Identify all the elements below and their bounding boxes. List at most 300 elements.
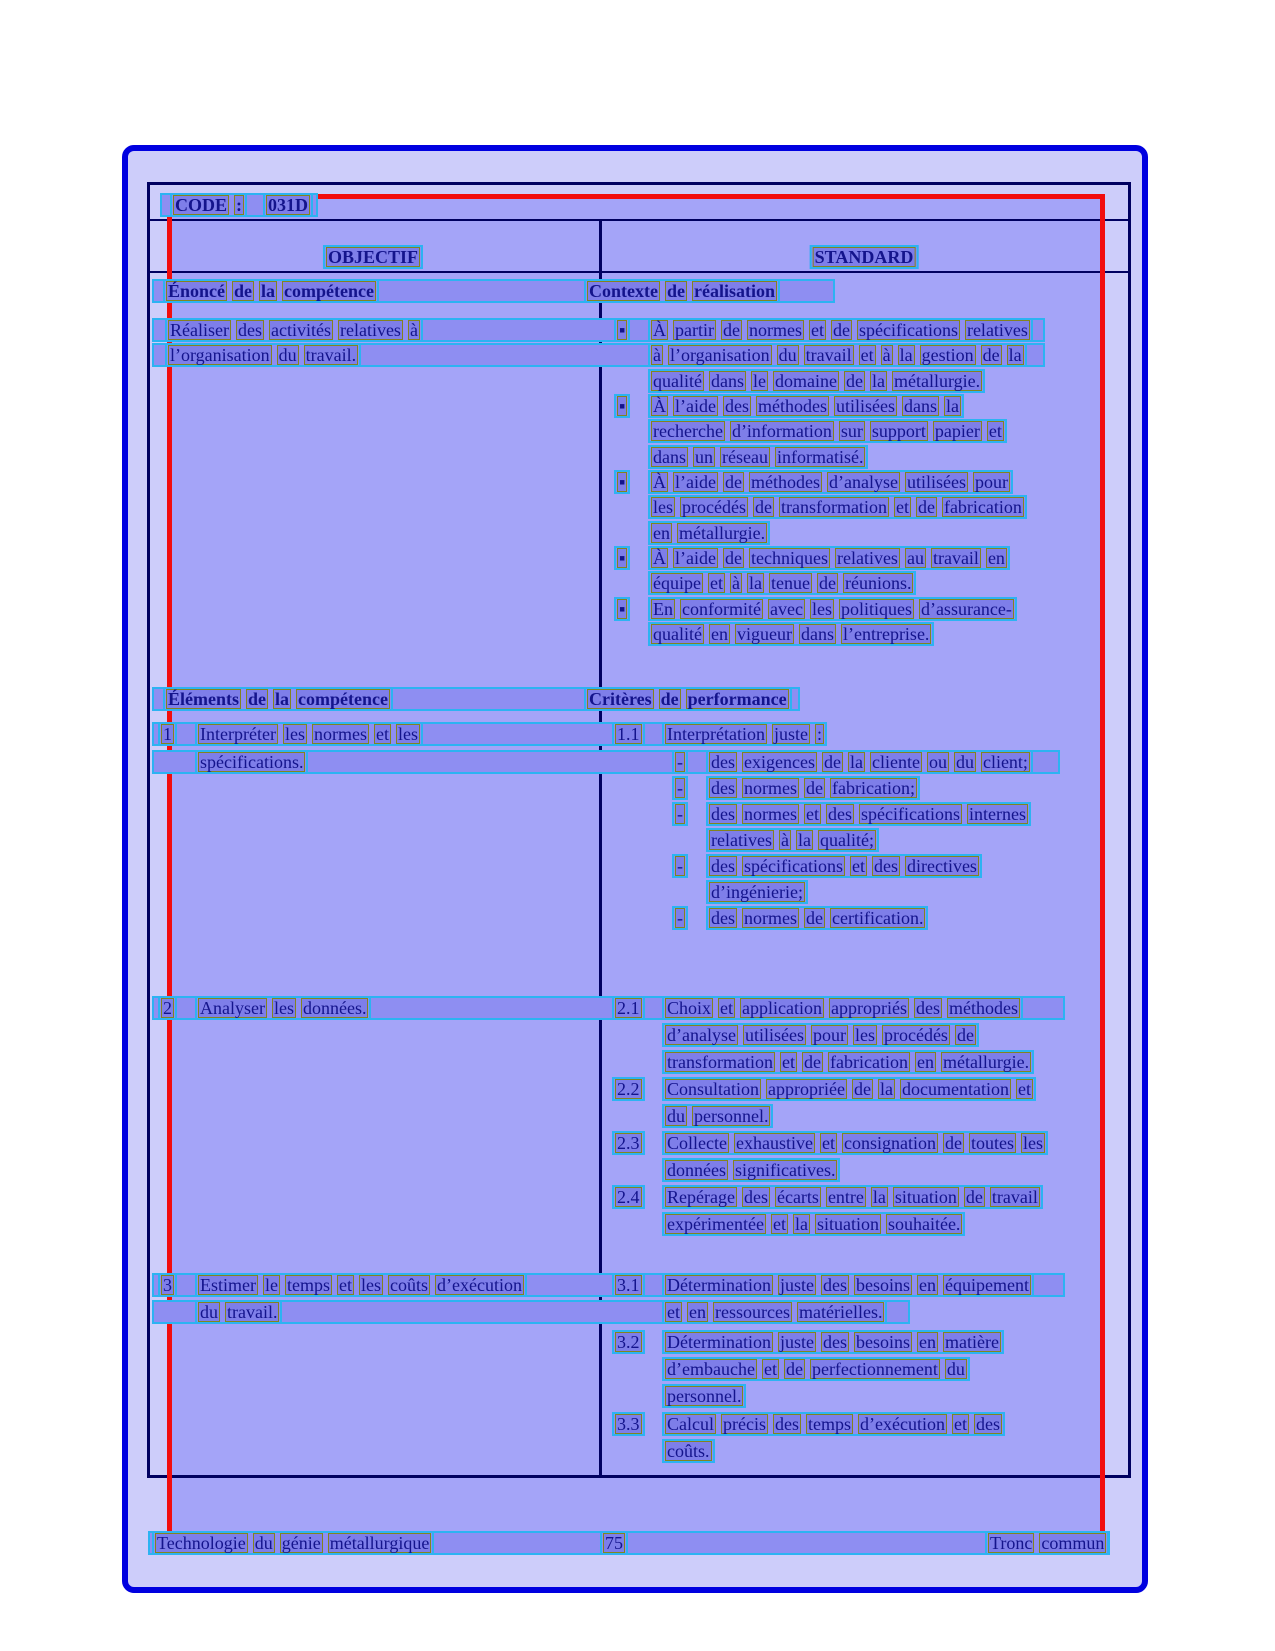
word-highlight: compétence [298,689,388,709]
word-highlight: la [797,830,811,850]
dash-icon [672,802,688,826]
critere-text [662,1185,1043,1209]
word-highlight: 2.3 [617,1133,640,1153]
word-highlight: en [689,1302,706,1322]
word-highlight: exigences [744,752,815,772]
word-highlight: 1.1 [617,724,640,744]
word-highlight: d’information [731,421,832,441]
element-number [158,1273,177,1297]
critere-text [662,1300,887,1324]
word-highlight: la [794,1214,808,1234]
critere-text [662,1439,715,1463]
word-highlight: des [915,998,940,1018]
word-highlight: personnel. [667,1386,742,1406]
word-highlight: la [849,752,863,772]
word-highlight: transformation [780,497,887,517]
word-highlight: travail [991,1187,1038,1207]
footer-section [985,1531,1109,1555]
word-highlight: papier [934,421,980,441]
word-highlight: la [871,371,885,391]
section-title-contexte [584,279,780,303]
critere-number [612,1185,645,1209]
word-highlight: équipement [944,1275,1029,1295]
word-highlight: du [200,1302,218,1322]
word-highlight: Estimer [200,1275,256,1295]
word-highlight: les [284,724,305,744]
word-highlight: les [397,724,418,744]
word-highlight: toutes [970,1133,1014,1153]
word-highlight: informatisé. [776,447,864,467]
word-highlight: d’assurance- [920,599,1012,619]
word-highlight: relatives [966,320,1028,340]
table-border-top [147,182,1131,185]
word-highlight: et [339,1275,352,1295]
word-highlight: du [667,1106,685,1126]
word-highlight: 3 [163,1275,172,1295]
word-highlight: en [916,1052,934,1072]
word-highlight: dans [800,624,834,644]
critere-number [612,1131,645,1155]
word-highlight: spécifications [744,856,843,876]
word-highlight: en [653,523,670,543]
word-highlight: l’aide [675,396,716,416]
word-highlight: 2 [163,998,172,1018]
word-highlight: qualité [653,371,702,391]
bullet-text [648,622,934,646]
word-highlight: d’ingénierie; [711,882,803,902]
word-highlight: À [653,320,666,340]
word-highlight: l’organisation [170,345,270,365]
word-highlight: 031D [268,195,308,215]
word-highlight: des [822,1332,847,1352]
word-highlight: : [816,724,822,744]
word-highlight: de [803,1052,821,1072]
word-highlight: équipe [653,573,701,593]
word-highlight: ou [928,752,947,772]
critere-number [612,1077,645,1101]
word-highlight: méthodes [948,998,1018,1018]
word-highlight: des [873,856,898,876]
word-highlight: la [945,396,959,416]
critere-text [662,1330,1004,1354]
word-highlight: Analyser [200,998,265,1018]
word-highlight: de [248,689,266,709]
word-highlight: consignation [843,1133,936,1153]
word-highlight: les [653,497,673,517]
word-highlight: performance [687,689,787,709]
word-highlight: d’analyse [828,472,898,492]
table-border-right [1128,182,1131,1478]
code-label [170,193,247,217]
word-highlight: l’aide [675,472,716,492]
bullet-icon: ▪ [619,396,626,416]
word-highlight: certification. [832,908,924,928]
word-highlight: des [724,396,749,416]
element-text [195,722,423,746]
dash-icon [672,776,688,800]
word-highlight: travail [805,345,852,365]
dash-icon [672,906,688,930]
word-highlight: de [845,371,863,391]
bullet-icon [614,318,630,342]
word-highlight: pour [974,472,1008,492]
bullet-icon: ▪ [619,599,626,619]
bullet-text [648,369,985,393]
word-highlight: fabrication; [832,778,915,798]
word-highlight: et [851,856,865,876]
word-highlight: et [772,1214,786,1234]
word-highlight: Interpréter [200,724,276,744]
word-highlight: métallurgique [329,1533,430,1553]
word-highlight: Détermination [667,1275,771,1295]
word-highlight: STANDARD [814,247,914,267]
section-title-enonce [163,279,379,303]
word-highlight: des [711,778,735,798]
word-highlight: 2.1 [617,998,640,1018]
word-highlight: de [818,573,836,593]
word-highlight: et [953,1414,967,1434]
word-highlight: l’organisation [670,345,770,365]
subitem-text [706,906,928,930]
word-highlight: spécifications. [200,752,304,772]
word-highlight: juste [779,1275,814,1295]
word-highlight: l’aide [675,548,716,568]
word-highlight: Collecte [667,1133,727,1153]
bullet-text [648,495,1027,519]
word-highlight: 3.2 [617,1332,640,1352]
critere-number [612,722,645,746]
column-header-standard [810,245,919,269]
word-highlight: besoins [855,1275,910,1295]
critere-text [662,722,827,746]
word-highlight: Interprétation [667,724,765,744]
word-highlight: les [273,998,294,1018]
word-highlight: besoins [855,1332,910,1352]
word-highlight: 2.2 [617,1079,640,1099]
word-highlight: matérielles. [798,1302,883,1322]
word-highlight: de [806,778,823,798]
word-highlight: 3.1 [617,1275,640,1295]
dash-icon [672,750,688,774]
word-highlight: fabrication [829,1052,908,1072]
word-highlight: politiques [840,599,912,619]
word-highlight: à [409,320,418,340]
word-highlight: normes [313,724,367,744]
dash-icon: - [677,752,683,772]
word-highlight: temps [807,1414,851,1434]
bullet-icon [614,470,630,494]
word-highlight: significatives. [734,1160,836,1180]
word-highlight: utilisées [744,1025,804,1045]
dash-icon [672,854,688,878]
word-highlight: du [955,752,974,772]
word-highlight: pour [812,1025,846,1045]
word-highlight: travail. [305,345,357,365]
word-highlight: au [906,548,924,568]
bullet-text [648,419,1007,443]
word-highlight: d’analyse [667,1025,736,1045]
bullet-icon: ▪ [619,320,626,340]
word-highlight: à [882,345,891,365]
word-highlight: des [711,804,735,824]
word-highlight: de [660,689,679,709]
word-highlight: 2.4 [617,1187,640,1207]
bullet-text [648,470,1013,494]
word-highlight: documentation [901,1079,1009,1099]
word-highlight: recherche [653,421,723,441]
dash-icon: - [677,856,683,876]
word-highlight: normes [744,908,797,928]
word-highlight: directives [906,856,977,876]
word-highlight: conformité [682,599,761,619]
word-highlight: méthodes [757,396,827,416]
word-highlight: Choix [667,998,712,1018]
word-highlight: des [743,1187,768,1207]
word-highlight: métallurgie. [893,371,981,391]
word-highlight: appropriée [768,1079,845,1099]
footer-page-number [600,1531,628,1555]
word-highlight: exhaustive [735,1133,813,1153]
word-highlight: d’exécution [859,1414,945,1434]
word-highlight: d’exécution [437,1275,522,1295]
word-highlight: des [711,856,735,876]
word-highlight: et [781,1052,795,1072]
word-highlight: des [822,1275,847,1295]
word-highlight: domaine [774,371,837,391]
critere-text [662,1023,979,1047]
word-highlight: et [667,1302,680,1322]
critere-text [662,1273,1034,1297]
word-highlight: du [778,345,797,365]
word-highlight: support [871,421,926,441]
word-highlight: transformation [667,1052,773,1072]
word-highlight: en [918,1332,936,1352]
critere-text [662,1212,965,1236]
word-highlight: activités [270,320,331,340]
code-value [263,193,313,217]
element-text [195,750,308,774]
word-highlight: En [653,599,673,619]
word-highlight: Contexte [589,281,658,301]
word-highlight: de [724,548,742,568]
element-text [195,996,371,1020]
word-highlight: de [832,320,850,340]
word-highlight: Repérage [667,1187,735,1207]
column-header-objectif [323,245,423,269]
bullet-icon: ▪ [619,472,626,492]
enonce-text [165,318,423,342]
word-highlight: commun [1041,1533,1105,1553]
word-highlight: des [711,752,735,772]
word-highlight: et [895,497,909,517]
word-highlight: la [261,281,276,301]
subitem-text [706,802,1031,826]
word-highlight: spécifications [858,320,958,340]
word-highlight: l’entreprise. [842,624,930,644]
word-highlight: Réaliser [170,320,229,340]
word-highlight: Critères [589,689,652,709]
word-highlight: la [275,689,290,709]
word-highlight: client; [982,752,1028,772]
bullet-icon [614,546,630,570]
word-highlight: utilisées [906,472,966,492]
bullet-text [648,571,916,595]
element-text [195,1273,527,1297]
word-highlight: normes [748,320,802,340]
word-highlight: du [946,1359,965,1379]
critere-text [662,1158,840,1182]
word-highlight: qualité; [819,830,874,850]
word-highlight: de [944,1133,962,1153]
word-highlight: relatives [339,320,401,340]
word-highlight: compétence [284,281,374,301]
word-highlight: Tronc [990,1533,1033,1553]
table-border-left [147,182,150,1478]
word-highlight: Calcul [667,1414,714,1434]
word-highlight: les [1022,1133,1043,1153]
word-highlight: spécifications [861,804,960,824]
word-highlight: de [982,345,1000,365]
critere-number [612,1412,645,1436]
word-highlight: et [860,345,874,365]
word-highlight: de [754,497,772,517]
word-highlight: les [361,1275,381,1295]
word-highlight: la [748,573,762,593]
word-highlight: le [265,1275,278,1295]
word-highlight: précis [723,1414,766,1434]
word-highlight: la [1008,345,1022,365]
word-highlight: dans [903,396,937,416]
word-highlight: juste [773,724,808,744]
bullet-text [648,394,964,418]
dash-icon: - [677,908,683,928]
word-highlight: procédés [682,497,746,517]
element-text [195,1300,282,1324]
subitem-text [706,854,982,878]
element-number [158,996,177,1020]
bullet-text [648,597,1017,621]
critere-number [612,1330,645,1354]
word-highlight: dans [653,447,686,467]
word-highlight: coûts [390,1275,428,1295]
word-highlight: coûts. [667,1441,710,1461]
word-highlight: de [965,1187,983,1207]
word-highlight: du [278,345,297,365]
bullet-icon [614,394,630,418]
section-title-elements [163,687,393,711]
bullet-text [648,546,1010,570]
critere-text [662,1131,1048,1155]
word-highlight: métallurgie. [942,1052,1030,1072]
subitem-text [706,828,879,852]
word-highlight: À [653,548,666,568]
word-highlight: de [917,497,935,517]
word-highlight: Technologie [157,1533,246,1553]
word-highlight: CODE [175,195,228,215]
word-highlight: relatives [711,830,772,850]
word-highlight: situation [816,1214,879,1234]
word-highlight: en [710,624,728,644]
word-highlight: de [956,1025,974,1045]
word-highlight: : [236,195,243,215]
critere-text [662,1077,1036,1101]
bullet-text [648,521,770,545]
bullet-text [648,318,1033,342]
word-highlight: le [752,371,766,391]
word-highlight: et [810,320,824,340]
word-highlight: appropriés [831,998,907,1018]
word-highlight: réseau [722,447,768,467]
word-highlight: un [695,447,713,467]
word-highlight: dans [710,371,744,391]
word-highlight: la [872,1187,886,1207]
word-highlight: entre [827,1187,864,1207]
word-highlight: de [234,281,253,301]
word-highlight: OBJECTIF [327,247,419,267]
word-highlight: la [899,345,913,365]
word-highlight: la [879,1079,893,1099]
word-highlight: travail [932,548,979,568]
word-highlight: et [988,421,1002,441]
bullet-text [648,343,1027,367]
word-highlight: Énoncé [168,281,226,301]
word-highlight: et [375,724,389,744]
word-highlight: utilisées [835,396,895,416]
word-highlight: Détermination [667,1332,771,1352]
word-highlight: normes [744,804,797,824]
subitem-text [706,880,808,904]
word-highlight: situation [894,1187,957,1207]
critere-number [612,996,645,1020]
word-highlight: 75 [605,1533,623,1553]
word-highlight: sur [840,421,863,441]
word-highlight: ressources [715,1302,790,1322]
word-highlight: fabrication [943,497,1022,517]
word-highlight: qualité [653,624,702,644]
word-highlight: souhaitée. [887,1214,961,1234]
word-highlight: de [823,752,841,772]
word-highlight: réunions. [844,573,912,593]
word-highlight: relatives [836,548,898,568]
word-highlight: matière [944,1332,999,1352]
word-highlight: en [987,548,1005,568]
critere-text [662,996,1023,1020]
dash-icon: - [677,778,683,798]
word-highlight: 1 [163,724,172,744]
word-highlight: application [742,998,822,1018]
word-highlight: et [806,804,819,824]
word-highlight: de [806,908,823,928]
word-highlight: en [918,1275,936,1295]
word-highlight: écarts [776,1187,819,1207]
critere-text [662,1412,1005,1436]
word-highlight: génie [281,1533,321,1553]
word-highlight: réalisation [693,281,775,301]
word-highlight: normes [744,778,797,798]
word-highlight: de [785,1359,803,1379]
dash-icon: - [677,804,683,824]
subitem-text [706,776,920,800]
element-number [158,722,177,746]
word-highlight: À [653,472,666,492]
word-highlight: et [1017,1079,1031,1099]
word-highlight: à [653,345,661,365]
critere-text [662,1104,773,1128]
word-highlight: Consultation [667,1079,760,1099]
word-highlight: de [666,281,685,301]
enonce-text [165,343,361,367]
critere-text [662,1050,1034,1074]
